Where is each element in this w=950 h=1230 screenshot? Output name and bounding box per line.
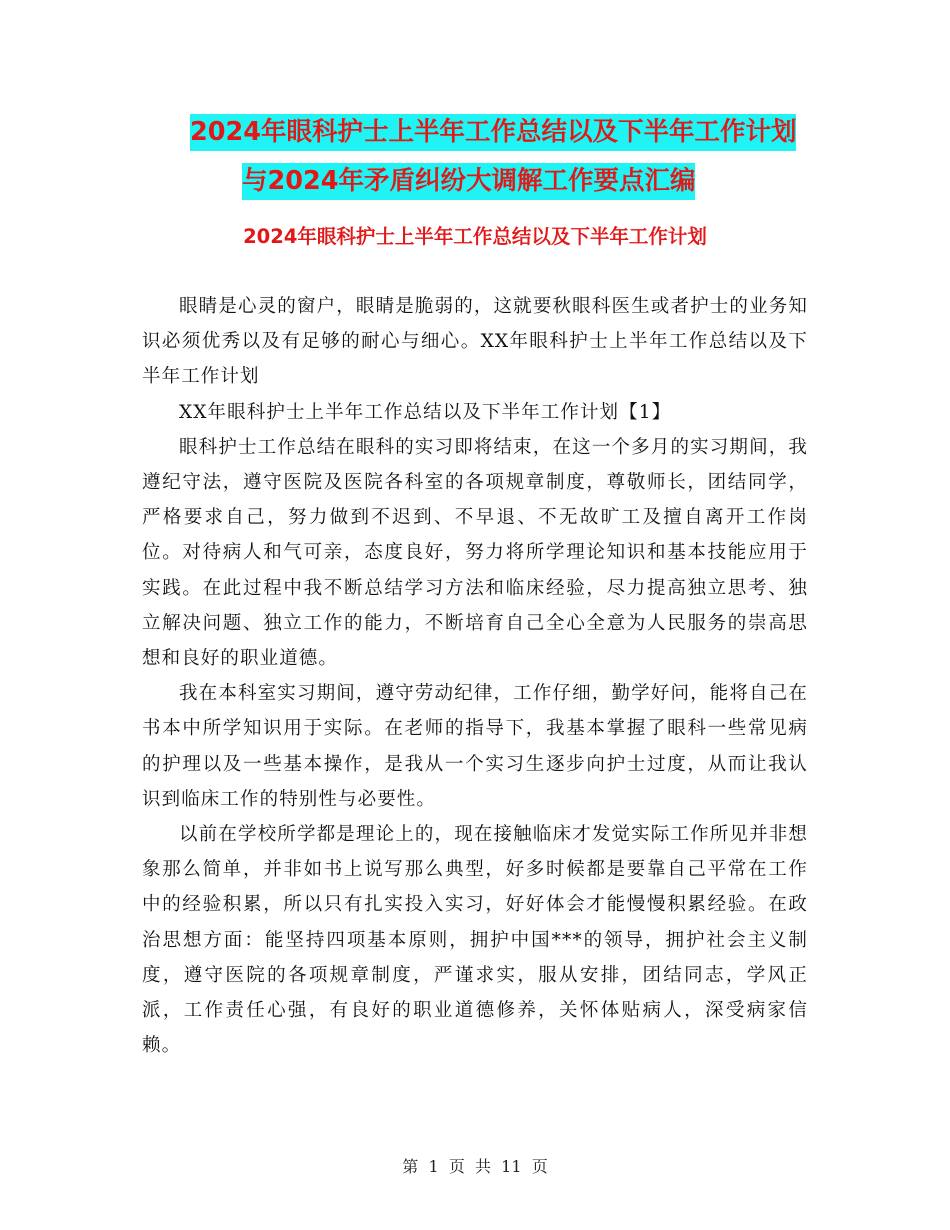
paragraph-intro: 眼睛是心灵的窗户，眼睛是脆弱的，这就要秋眼科医生或者护士的业务知识必须优秀以及有足够的耐心与细心。XX年眼科护士上半年工作总结以及下半年工作计划 [142,296,808,388]
paragraph-internship: 我在本科室实习期间，遵守劳动纪律，工作仔细，勤学好问，能将自己在书本中所学知识用于实际。在老师的指导下，我基本掌握了眼科一些常见病的护理以及一些基本操作，是我从一个实习生逐步向护士过度，从而让我认识到临床工作的特别性与必要性。 [142,683,808,810]
title-line-1-text: 2024年眼科护士上半年工作总结以及下半年工作计划 [190,114,796,151]
title-line-2-text: 与2024年矛盾纠纷大调解工作要点汇编 [242,163,695,200]
paragraph-summary: 眼科护士工作总结在眼科的实习即将结束，在这一个多月的实习期间，我遵纪守法，遵守医院及医院各科室的各项规章制度，尊敬师长，团结同学，严格要求自己，努力做到不迟到、不早退、不无故旷工及擅自离开工作岗位。对待病人和气可亲，态度良好，努力将所学理论知识和基本技能应用于实践。在此过程中我不断总结学习方法和临床经验，尽力提高独立思考、独立解决问题、独立工作的能力，不断培育自己全心全意为人民服务的崇高思想和良好的职业道德。 [142,436,808,670]
paragraph-subheading: XX年眼科护士上半年工作总结以及下半年工作计划【1】 [179,401,672,423]
page-number-footer: 第 1 页 共 11 页 [402,1157,548,1176]
title-line-1 [140,108,830,157]
document-title [140,108,830,206]
title-line-2 [140,157,830,206]
section-heading: 2024年眼科护士上半年工作总结以及下半年工作计划 [243,225,707,248]
document-body [142,289,808,1063]
paragraph-experience: 以前在学校所学都是理论上的，现在接触临床才发觉实际工作所见并非想象那么简单，并非如书上说写那么典型，好多时候都是要靠自己平常在工作中的经验积累，所以只有扎实投入实习，好好体会才能慢慢积累经验。在政治思想方面：能坚持四项基本原则，拥护中国***的领导，拥护社会主义制度，遵守医院的各项规章制度，严谨求实，服从安排，团结同志，学风正派，工作责任心强，有良好的职业道德修养，关怀体贴病人，深受病家信赖。 [142,824,808,1057]
